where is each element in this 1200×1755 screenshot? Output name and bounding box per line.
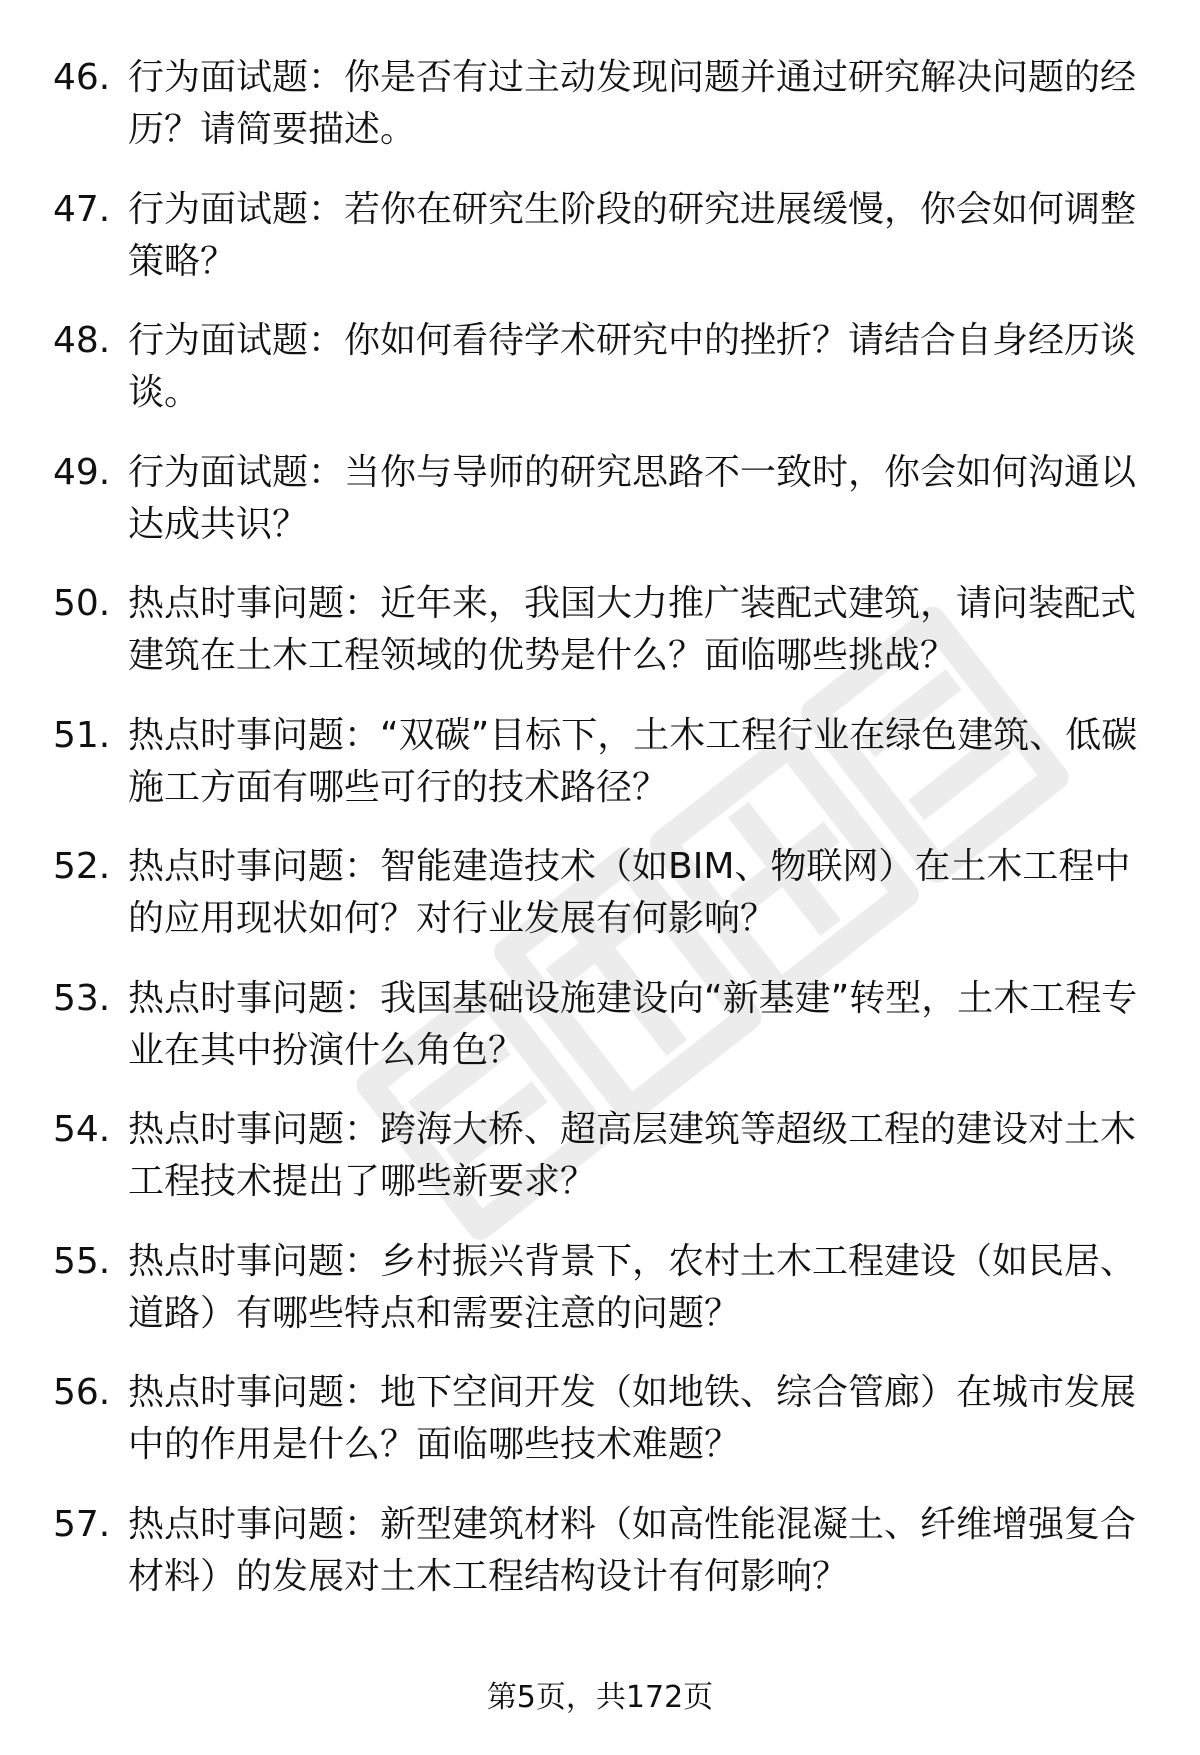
question-text: 热点时事问题：近年来，我国大力推广装配式建筑，请问装配式建筑在土木工程领域的优势是什么？面临哪些挑战？ — [128, 583, 1137, 676]
question-item — [0, 447, 1200, 579]
page-footer: 第5页，共172页 — [486, 1680, 714, 1715]
question-text: 热点时事问题：新型建筑材料（如高性能混凝土、纤维增强复合材料）的发展对土木工程结构设计有何影响？ — [128, 1503, 1137, 1597]
question-item — [0, 710, 1200, 842]
question-item — [0, 973, 1200, 1105]
question-text: 行为面试题：你是否有过主动发现问题并通过研究解决问题的经历？请简要描述。 — [128, 57, 1137, 150]
question-item — [0, 578, 1200, 710]
question-text: 热点时事问题：智能建造技术（如BIM、物联网）在土木工程中的应用现状如何？对行业发展有何影响？ — [128, 846, 1131, 939]
question-number: 48. — [53, 320, 111, 361]
question-text: 行为面试题：若你在研究生阶段的研究进展缓慢，你会如何调整策略？ — [128, 188, 1137, 282]
question-number: 55. — [53, 1240, 111, 1282]
question-number: 56. — [53, 1372, 111, 1413]
question-number: 52. — [53, 846, 111, 887]
question-item — [0, 1104, 1200, 1236]
question-text: 行为面试题：当你与导师的研究思路不一致时，你会如何沟通以达成共识？ — [128, 451, 1137, 545]
question-text: 热点时事问题：我国基础设施建设向“新基建”转型，土木工程专业在其中扮演什么角色？ — [128, 977, 1138, 1071]
question-number: 53. — [53, 977, 111, 1019]
question-list — [0, 52, 1200, 1630]
question-text: 行为面试题：你如何看待学术研究中的挫折？请结合自身经历谈谈。 — [128, 320, 1137, 413]
question-item — [0, 1236, 1200, 1368]
question-item — [0, 315, 1200, 447]
question-text: 热点时事问题：跨海大桥、超高层建筑等超级工程的建设对土木工程技术提出了哪些新要求？ — [128, 1109, 1137, 1202]
question-number: 46. — [53, 57, 111, 98]
question-number: 50. — [53, 583, 111, 624]
question-number: 57. — [53, 1503, 111, 1545]
question-text: 热点时事问题：“双碳”目标下，土木工程行业在绿色建筑、低碳施工方面有哪些可行的技术路径？ — [128, 714, 1138, 808]
question-item — [0, 184, 1200, 316]
question-number: 54. — [53, 1109, 111, 1150]
question-item — [0, 841, 1200, 973]
question-number: 47. — [53, 188, 111, 230]
question-number: 49. — [53, 451, 111, 493]
question-number: 51. — [53, 714, 111, 756]
question-text: 热点时事问题：乡村振兴背景下，农村土木工程建设（如民居、道路）有哪些特点和需要注意的问题？ — [128, 1240, 1137, 1334]
question-item — [0, 1367, 1200, 1499]
question-text: 热点时事问题：地下空间开发（如地铁、综合管廊）在城市发展中的作用是什么？面临哪些技术难题？ — [128, 1372, 1137, 1465]
question-item — [0, 1499, 1200, 1631]
question-item — [0, 52, 1200, 184]
